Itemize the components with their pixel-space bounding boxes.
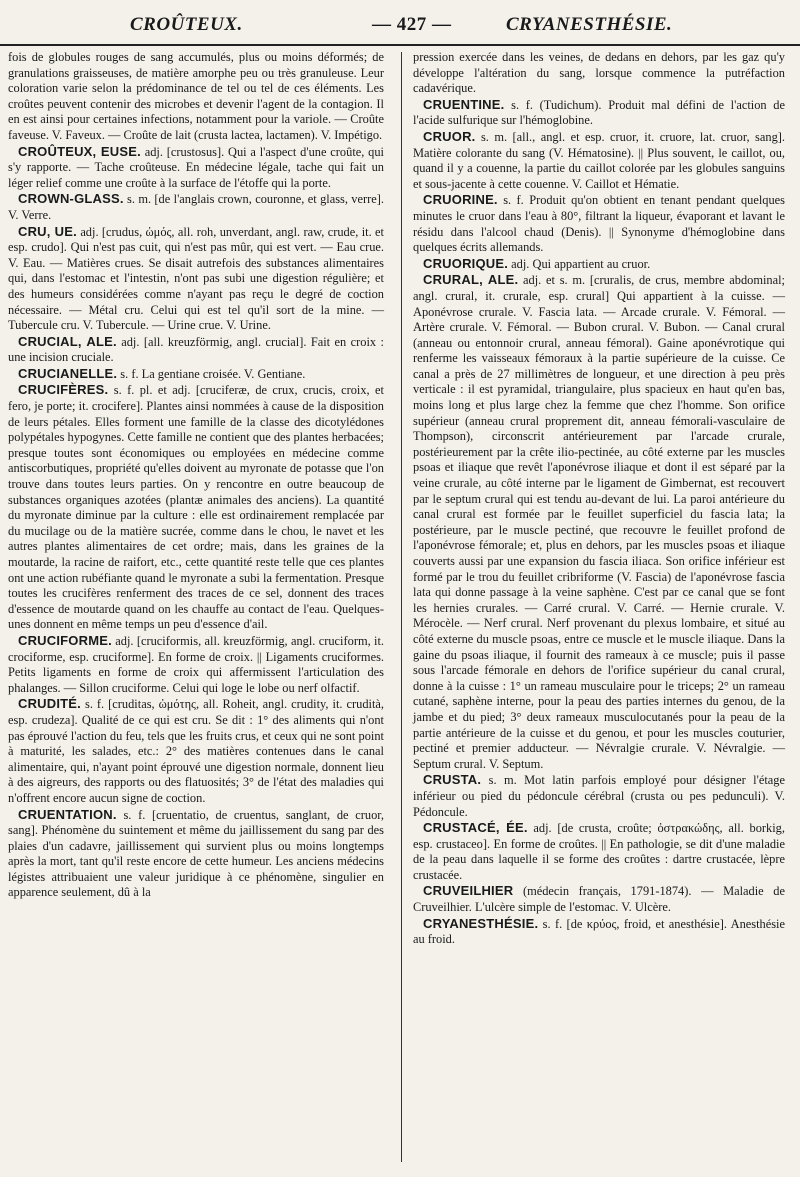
entry-headword: CRUSTA.: [423, 772, 482, 788]
entry-text: s. f. Produit qu'on obtient en tenant pendant quelques minutes le cruor dans l'eau à 80°, filtrant la liqueur, évaporant et lavant le résidu dans l'alcool chaud (Denis). || Synonyme d'hémoglobine dans quelques écrits allemands.: [413, 193, 786, 255]
entry-text: adj. Qui appartient au cruor.: [511, 256, 651, 271]
entry-text: s. f. [cruditas, ὠμότης, all. Roheit, angl. crudity, it. crudità, esp. crudeza]. Qualité de ce qui est cru. Se dit : 1° des aliments qui n'ont pas éprouvé l'action du feu, tels que les fruits crus, et ceux qui ne sont point à maturité, les salades, etc.: 2° des matières contenues dans le canal alimentaire, qui, n'ayant point éprouvé une digestion normale, donnent lieu à des aigreurs, des rapports ou des flatuosités; 3° de l'état des maladies qui n'offrent encore aucun signe de coction.: [8, 697, 384, 805]
dictionary-entry: [413, 256, 785, 273]
entry-text: s. f. pl. et adj. [cruciferæ, de crux, crucis, croix, et fero, je porte; it. crocifere]. Plantes ainsi nommées à cause de la disposition de leurs pétales. Elles forment une famille de la classe des dicotylédones polypétales hypogynes. Cette famille ne contient que des plantes herbacées; presque toutes sont économiques ou employées en médecine comme antiscorbutiques, propriété qu'elles doivent au myronate de potasse que l'on trouve dans toutes leurs parties. On y rencontre en outre beaucoup de substances organiques azotées (plantæ animales des anciens). La quantité du myronate diminue par la culture : elle est ordinairement remplacée par du mucilage ou de la matière sucrée, comme dans le chou, le navet et les autres plantes alimentaires de cet ordre; mais, dans les graines de la moutarde, la racine de raifort, etc., cette quantité reste telle que ces plantes ont une action rubéfiante quand le myronate a subi la fermentation. Presque toutes les crucifères renferment des traces de ce sel, donnent des traces d'essence de moutarde quand on les chauffe au contact de l'eau. Quelques-unes donnent en même temps un peu d'essence d'ail.: [8, 383, 384, 632]
entry-headword: CRUORINE.: [423, 192, 498, 208]
entry-headword: CRUCIAL, ALE.: [18, 333, 117, 349]
dictionary-entry: [8, 366, 384, 383]
dictionary-entry: [413, 129, 785, 192]
entry-text: adj. [all. kreuzförmig, angl. crucial]. Fait en croix : une incision cruciale.: [8, 334, 384, 365]
entry-text: (médecin français, 1791-1874). — Maladie de Cruveilhier. L'ulcère simple de l'estomac. V. Ulcère.: [413, 884, 785, 915]
dictionary-entry: [8, 807, 384, 902]
dictionary-entry: [8, 696, 384, 806]
entry-headword: CROWN-GLASS.: [18, 191, 124, 207]
entry-text: s. f. [de κρύος, froid, et anesthésie]. Anesthésie au froid.: [413, 916, 785, 947]
entry-text: pression exercée dans les veines, de dedans en dehors, par les gaz qu'y développe l'altération du sang, lorsque commence la putréfaction cadavérique.: [413, 50, 785, 96]
entry-headword: CROÛTEUX, EUSE.: [18, 143, 141, 159]
dictionary-entry: [413, 883, 785, 915]
entry-continuation: [413, 50, 785, 97]
dictionary-entry: [8, 144, 384, 192]
entry-text: s. f. La gentiane croisée. V. Gentiane.: [120, 366, 306, 381]
entry-text: adj. et s. m. [cruralis, de crus, membre abdominal; angl. crural, it. crurale, esp. crural] Qui appartient à la cuisse. — Aponévrose crurale. V. Fascia lata. — Arcade crurale. V. Fémoral. — Artère crurale. V. Fémoral. — Bubon crural. V. Bubon. — Canal crural (anneau ou entonnoir crural, anneau fémoral). Gaine aponévrotique qui renferme les vaisseaux fémoraux à la partie supérieure de la cuisse. Ce canal a près de 27 millimètres de longueur, et une direction à peu près verticale : il est pyramidal, triangulaire, plus spacieux en haut qu'en bas, moins long et plus large chez la femme que chez l'homme. Son orifice supérieur (anneau crural proprement dit, anneau fémorali-vasculaire de Thompson), circonscrit antérieurement par l'arcade crurale, postérieurement par la crête ilio-pectinée, au côté externe par les muscles psoas et iliaque que revêt l'aponévrose iliaque et dont il est séparé par la veine crurale, au côté interne par le ligament de Gimbernat, est recouvert par le septum crural qui est tendu au-devant de lui. La paroi antérieure du canal crural est formée par le feuillet superficiel du fascia lata; la postérieure, par le muscle pectiné, que recouvre le feuillet profond de l'aponévrose fémorale; et, plus en dehors, par les muscles psoas et iliaque couverts aussi par une expansion du fascia iliaca. Son orifice inférieur est formé par le trou du feuillet cribriforme (V. Fascia) de l'aponévrose fascia lata qui donne passage à la veine saphène. C'est par ce canal que se font les hernies crurales. — Carré crural. V. Carré. — Hernie crurale. V. Mérocèle. — Nerf crural. Nerf provenant du plexus lombaire, et situé au côté externe du muscle psoas, entre ce muscle et le muscle iliaque. Dans la gaine du psoas iliaque, il fournit des rameaux à ce muscle; puis il passe sous l'arcade fémorale en dehors de l'orifice supérieur du canal crural, donne à la cuisse : 1° un rameau musculaire pour le triceps; 2° un rameau cutané, saphène interne, pour la peau des parties internes du genou, de la jambe et du pied; 3° deux rameaux musculocutanés pour la peau de la partie antérieure de la cuisse et du genou, et pour les muscles couturier, pectiné et premier adducteur. — Névralgie crurale. V. Névralgie. — Septum crural. V. Septum.: [413, 273, 785, 771]
running-head-right: CRYANESTHÉSIE.: [506, 14, 673, 35]
entry-text: s. m. [all., angl. et esp. cruor, it. cruore, lat. cruor, sang]. Matière colorante du sang (V. Hématosine). || Plus souvent, le caillot, ou, quand il y a couenne, la partie du caillot colorée par les globules sanguins et sous-jacente à cette couenne. V. Caillot et Hématie.: [413, 129, 785, 191]
entry-text: fois de globules rouges de sang accumulés, plus ou moins déformés; de granulations graisseuses, de matière amorphe peu ou très granuleuse. Leur coloration varie selon la prédominance de tel ou tel de ces éléments. Les croûtes peuvent contenir des microbes et devenir l'agent de la contagion. Il en est ainsi pour certaines infections, notamment pour la variole. — Croûte faveuse. V. Faveux. — Croûte de lait (crusta lactea, lactamen). V. Impétigo.: [8, 50, 384, 142]
dictionary-entry: [8, 334, 384, 366]
entry-text: s. m. Mot latin parfois employé pour désigner l'étage inférieur ou pied du pédoncule cérébral (crusta ou pes pedunculi). V. Pédoncule.: [413, 773, 785, 819]
entry-headword: CRUDITÉ.: [18, 696, 81, 712]
entry-text: s. m. [de l'anglais crown, couronne, et glass, verre]. V. Verre.: [8, 192, 384, 222]
entry-headword: CRUENTATION.: [18, 806, 117, 822]
entry-headword: CRYANESTHÉSIE.: [423, 915, 539, 931]
dictionary-entry: [413, 820, 785, 883]
entry-headword: CRU, UE.: [18, 223, 77, 239]
page-header: [0, 14, 800, 46]
dictionary-entry: [8, 224, 384, 334]
dictionary-entry: [413, 916, 785, 948]
entry-headword: CRURAL, ALE.: [423, 272, 519, 288]
header-rule: [0, 44, 800, 46]
dictionary-entry: [413, 772, 785, 820]
entry-headword: CRUSTACÉ, ÉE.: [423, 820, 528, 836]
entry-headword: CRUCIANELLE.: [18, 365, 118, 381]
dictionary-entry: [413, 97, 785, 129]
dictionary-entry: [413, 192, 785, 255]
entry-headword: CRUENTINE.: [423, 96, 505, 112]
page-number: — 427 —: [372, 14, 452, 35]
entry-text: adj. [de crusta, croûte; ὀστρακώδης, all. borkig, esp. crustaceo]. En forme de croûtes. || En pathologie, se dit d'une maladie de la peau dans laquelle il se forme des croûtes : dartre crustacée, lèpre crustacée.: [413, 821, 785, 882]
dictionary-entry: [8, 191, 384, 223]
entry-headword: CRUVEILHIER: [423, 883, 514, 899]
entry-text: s. f. [cruentatio, de cruentus, sanglant, de cruor, sang]. Phénomène du suintement et même du jaillissement du sang par des plaies d'un cadavre, jaillissement qui survient plus ou moins longtemps après la mort, tant qu'il reste encore de cette humeur. Les anciens médecins légistes attribuaient une valeur juridique à ce phénomène, singulier en apparence seulement, dû à la: [8, 807, 384, 900]
entry-headword: CRUCIFORME.: [18, 632, 112, 648]
entry-headword: CRUORIQUE.: [423, 255, 509, 271]
column-divider: [401, 52, 402, 1162]
dictionary-entry: [413, 272, 785, 772]
entry-continuation: [8, 50, 384, 144]
entry-text: adj. [cruciformis, all. kreuzförmig, angl. cruciform, it. crociforme, esp. cruciforme]. En forme de croix. || Ligaments cruciformes. Petits ligaments en forme de croix qui affermissent l'articulation des phalanges. — Sillon cruciforme. Celui qui loge le lobe ou nerf olfactif.: [8, 633, 384, 695]
left-column: [8, 50, 384, 901]
entry-headword: CRUCIFÈRES.: [18, 382, 109, 398]
right-column: [413, 50, 785, 948]
dictionary-entry: [8, 633, 384, 696]
dictionary-entry: [8, 382, 384, 633]
entry-text: adj. [crustosus]. Qui a l'aspect d'une croûte, qui s'y rapporte. — Tache croûteuse. En médecine légale, tache qui fait un léger relief comme une croûte à la surface de l'étoffe qui la porte.: [8, 144, 384, 190]
entry-headword: CRUOR.: [423, 128, 476, 144]
entry-text: s. f. (Tudichum). Produit mal défini de l'action de l'acide sulfurique sur l'hémoglobine.: [413, 97, 785, 128]
entry-text: adj. [crudus, ὠμός, all. roh, unverdant, angl. raw, crude, it. et esp. crudo]. Qui n'est pas cuit, qui n'est pas mûr, qui est vert. — Eau crue. V. Eau. — Matières crues. Se disait autrefois des substances alimentaires qui, dans l'estomac et l'intestin, n'ont pas subi une digestion régulière; et des humeurs considérées comme n'ayant pas reçu le degré de coction nécessaire. — Métal cru. Celui qui est tel qu'il sort de la mine. — Tubercule cru. V. Tubercule. — Urine crue. V. Urine.: [8, 224, 384, 333]
running-head-left: CROÛTEUX.: [130, 14, 243, 35]
